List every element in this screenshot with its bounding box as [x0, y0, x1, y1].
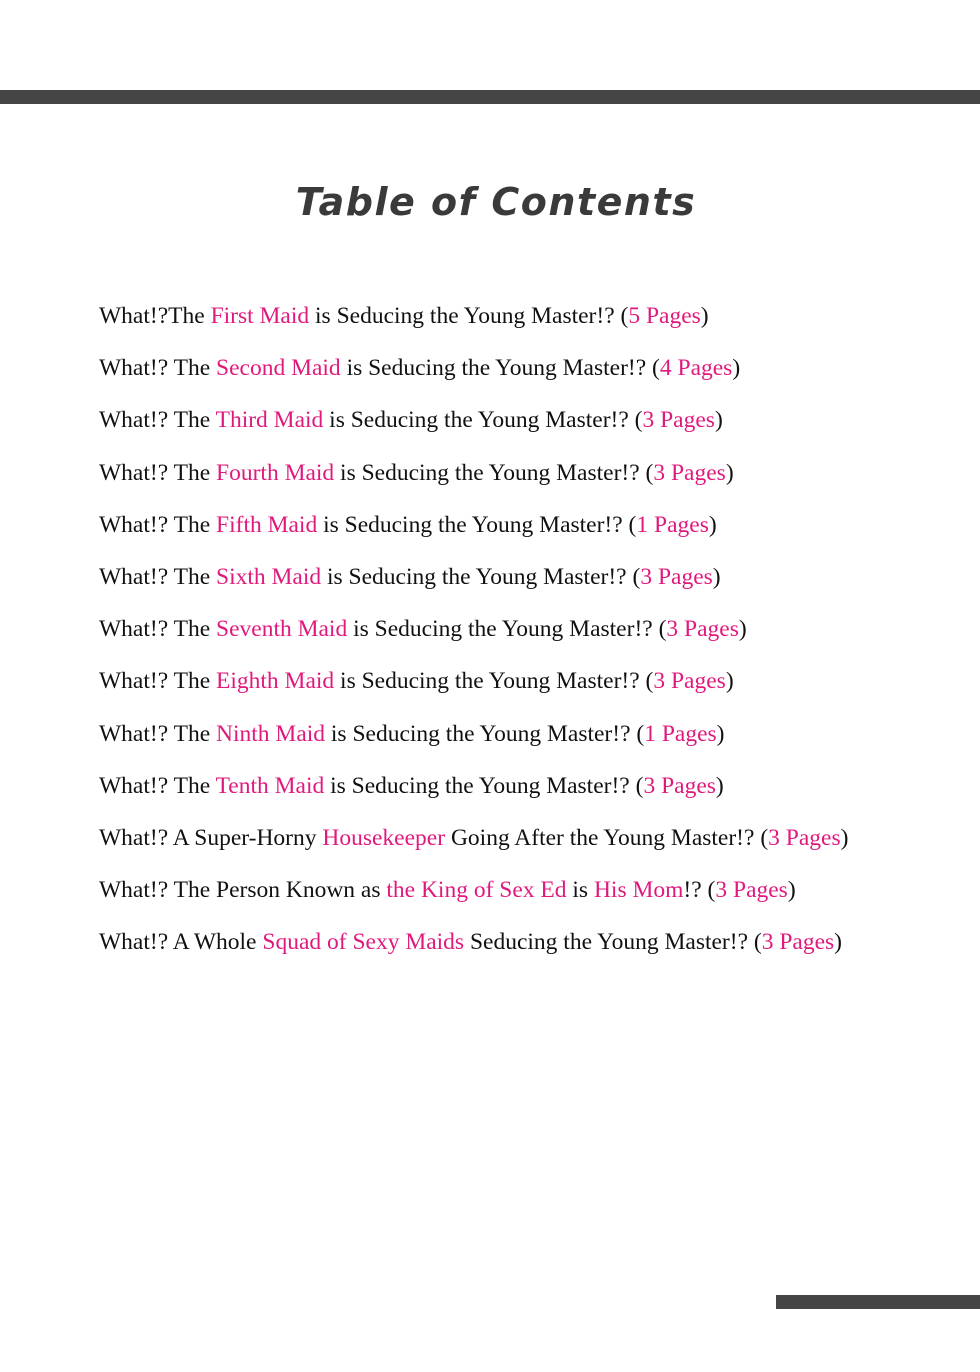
toc-entry-text: ) [714, 407, 723, 434]
toc-entry [99, 608, 848, 660]
toc-entry [99, 295, 848, 347]
toc-entry-text: ) [708, 511, 717, 538]
toc-entry-highlight: Fifth Maid [216, 511, 318, 538]
toc-entry-highlight: Squad of Sexy Maids [262, 929, 465, 956]
toc-entry-highlight: 5 Pages [628, 303, 701, 329]
toc-entry-highlight: 3 Pages [768, 824, 841, 851]
toc-entry-text: ) [700, 303, 709, 329]
toc-entry-highlight: 3 Pages [642, 407, 715, 434]
toc-entry-text: What!? A Whole [99, 929, 263, 956]
toc-entry-text: is [566, 877, 594, 904]
toc-entry-highlight: First Maid [210, 303, 310, 329]
toc-entry-highlight: the King of Sex Ed [386, 877, 567, 904]
toc-entry-text: ) [712, 563, 721, 590]
toc-entry-highlight: 1 Pages [644, 720, 717, 747]
toc-entry-highlight: 3 Pages [640, 563, 713, 590]
toc-entry-text: ) [715, 772, 724, 799]
toc-entry [99, 921, 848, 973]
toc-entry-text: is Seducing the Young Master!? ( [321, 563, 641, 590]
toc-entry-highlight: Sixth Maid [216, 563, 322, 590]
toc-entry-highlight: 3 Pages [653, 459, 726, 486]
toc-entry-highlight: Seventh Maid [216, 616, 348, 643]
toc-entry-highlight: 3 Pages [761, 929, 835, 956]
toc-entry [99, 660, 848, 712]
toc-entry [99, 347, 848, 399]
toc-entry-highlight: 3 Pages [643, 772, 716, 799]
toc-entry-text: What!? The [99, 355, 217, 382]
toc-entry-highlight: Third Maid [215, 407, 324, 434]
toc-entry-text: is Seducing the Young Master!? ( [317, 511, 637, 538]
toc-entry-text: ) [834, 929, 842, 956]
toc-entry [99, 399, 848, 451]
toc-entry-highlight: Fourth Maid [216, 459, 335, 486]
toc-entry-text: is Seducing the Young Master!? ( [334, 668, 654, 695]
toc-entry-text: is Seducing the Young Master!? ( [324, 772, 644, 799]
toc-entry-highlight: Second Maid [216, 355, 341, 382]
toc-entry-text: ) [725, 668, 734, 695]
toc-entry-text: Going After the Young Master!? ( [445, 824, 769, 851]
toc-entry-highlight: 4 Pages [659, 355, 733, 382]
toc-entry [99, 452, 848, 504]
toc-entry [99, 556, 848, 608]
toc-entry-highlight: Housekeeper [322, 824, 446, 851]
top-divider-bar [0, 90, 980, 104]
toc-entry-highlight: His Mom [593, 877, 684, 904]
toc-entry-text: is Seducing the Young Master!? ( [334, 459, 654, 486]
toc-entry-text: is Seducing the Young Master!? ( [340, 355, 660, 382]
toc-entry-text: What!? The Person Known as [99, 877, 387, 904]
toc-entry-text: ) [840, 824, 849, 851]
toc-entry-text: What!? The [99, 668, 217, 695]
table-of-contents-list [99, 295, 848, 973]
toc-entry-text: What!? The [99, 616, 217, 643]
toc-entry-highlight: 1 Pages [636, 511, 709, 538]
toc-entry-text: What!? The [99, 459, 217, 486]
toc-entry-highlight: Ninth Maid [216, 720, 326, 747]
toc-entry-text: !? ( [683, 877, 716, 904]
toc-entry-text: What!? The [99, 407, 216, 434]
toc-entry-text: What!? A Super-Horny [99, 824, 323, 851]
toc-entry-text: What!? The [99, 511, 217, 538]
page-title: Table of Contents [295, 180, 697, 224]
toc-entry-highlight: 3 Pages [666, 616, 739, 643]
bottom-divider-bar [776, 1295, 980, 1309]
toc-entry-text: What!? The [99, 563, 217, 590]
toc-entry-highlight: 3 Pages [653, 668, 726, 695]
toc-entry-highlight: 3 Pages [715, 877, 788, 904]
toc-entry [99, 869, 848, 921]
toc-entry-text: is Seducing the Young Master!? ( [323, 407, 643, 434]
toc-entry [99, 504, 848, 556]
toc-entry-text: is Seducing the Young Master!? ( [347, 616, 667, 643]
toc-entry-text: What!? The [99, 772, 216, 799]
toc-entry-text: ) [716, 720, 725, 747]
toc-entry-text: ) [738, 616, 747, 643]
toc-entry-highlight: Tenth Maid [215, 772, 325, 799]
toc-entry [99, 713, 848, 765]
toc-entry-text: is Seducing the Young Master!? ( [325, 720, 645, 747]
toc-entry-text: ) [787, 877, 796, 904]
toc-entry-text: ) [725, 459, 734, 486]
toc-entry-text: ) [732, 355, 741, 382]
toc-entry [99, 817, 848, 869]
toc-entry-text: What!? The [99, 720, 217, 747]
toc-entry-text: Seducing the Young Master!? ( [464, 929, 762, 956]
toc-entry [99, 765, 848, 817]
toc-entry-highlight: Eighth Maid [216, 668, 335, 695]
toc-entry-text: What!?The [99, 303, 211, 329]
toc-entry-text: is Seducing the Young Master!? ( [309, 303, 629, 329]
